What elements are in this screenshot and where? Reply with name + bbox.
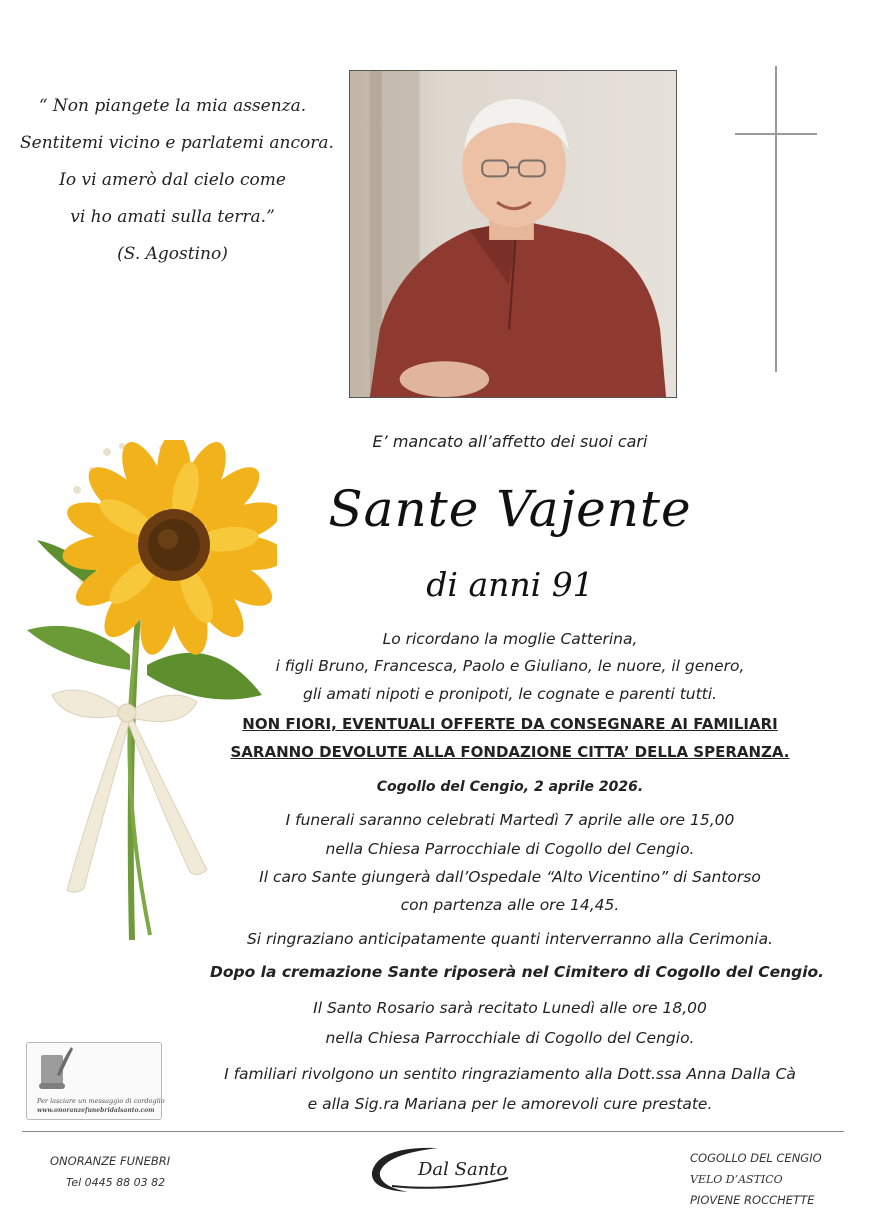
condolence-text: Per lasciare un messaggio di cordoglio (37, 1097, 165, 1105)
portrait-illustration (350, 71, 676, 397)
quote-line: Io vi amerò dal cielo come (59, 170, 286, 190)
quote-author: (S. Agostino) (117, 244, 228, 264)
family-line: gli amati nipoti e pronipoti, le cognate e parenti tutti. (302, 685, 717, 703)
family-line: i figli Bruno, Francesca, Paolo e Giuliano, le nuore, il genero, (275, 657, 745, 675)
donation-line: NON FIORI, EVENTUALI OFFERTE DA CONSEGNARE AI FAMILIARI (242, 715, 778, 733)
quill-scroll-icon (35, 1045, 77, 1095)
logo-text: Dal Santo (418, 1159, 508, 1180)
family-line: Lo ricordano la moglie Catterina, (382, 630, 638, 648)
dal-santo-logo (368, 1142, 518, 1198)
thanks-doctors-line: e alla Sig.ra Mariana per le amorevoli cure prestate. (307, 1095, 713, 1113)
thanks-doctors-line: I familiari rivolgono un sentito ringraziamento alla Dott.ssa Anna Dalla Cà (224, 1065, 796, 1083)
location-item: PIOVENE ROCCHETTE (690, 1193, 815, 1207)
condolence-stamp[interactable] (26, 1042, 165, 1120)
quote-line: “ Non piangete la mia assenza. (38, 96, 307, 116)
quote-line: vi ho amati sulla terra.” (70, 207, 275, 227)
footer-agency (50, 1150, 170, 1194)
funeral-line: con partenza alle ore 14,45. (400, 896, 620, 914)
obituary-body (210, 630, 825, 1115)
location-item: COGOLLO DEL CENGIO (690, 1151, 822, 1165)
cremation-line: Dopo la cremazione Sante riposerà nel Cimitero di Cogollo del Cengio. (210, 963, 825, 981)
donation-line: SARANNO DEVOLUTE ALLA FONDAZIONE CITTA’ DELLA SPERANZA. (230, 743, 790, 761)
agency-phone: Tel 0445 88 03 82 (66, 1176, 166, 1189)
agency-name: ONORANZE FUNEBRI (50, 1154, 171, 1168)
funeral-line: I funerali saranno celebrati Martedì 7 aprile alle ore 15,00 (285, 811, 735, 829)
location-item: VELO D’ASTICO (690, 1173, 783, 1186)
funeral-line: Il caro Sante giungerà dall’Ospedale “Alto Vicentino” di Santorso (259, 868, 761, 886)
deceased-age: di anni 91 (426, 565, 594, 604)
deceased-name: Sante Vajente (328, 480, 692, 538)
place-date: Cogollo del Cengio, 2 aprile 2026. (376, 779, 644, 795)
footer-locations (690, 1148, 822, 1211)
quote-line: Sentitemi vicino e parlatemi ancora. (20, 133, 334, 153)
footer-divider (22, 1131, 844, 1132)
funeral-line: nella Chiesa Parrocchiale di Cogollo del Cengio. (325, 840, 695, 858)
cross-icon (735, 66, 817, 372)
portrait-photo (349, 70, 677, 398)
announcement-text: E’ mancato all’affetto dei suoi cari (372, 432, 648, 451)
quote-block (20, 88, 334, 273)
thanks-ceremony: Si ringraziano anticipatamente quanti interverranno alla Cerimonia. (246, 930, 774, 948)
rosary-line: nella Chiesa Parrocchiale di Cogollo del Cengio. (325, 1029, 695, 1047)
condolence-url[interactable]: www.onoranzefunebridalsanto.com (37, 1107, 155, 1114)
rosary-line: Il Santo Rosario sarà recitato Lunedì alle ore 18,00 (313, 999, 707, 1017)
logo-swoosh-icon (368, 1142, 518, 1198)
